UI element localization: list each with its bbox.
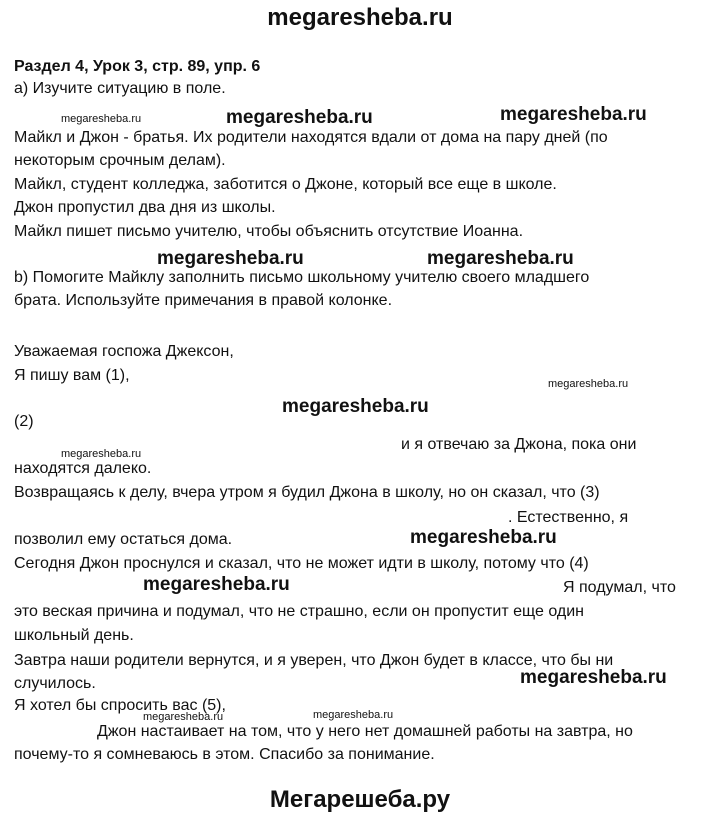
letter-line: (2) <box>14 413 34 430</box>
watermark: megaresheba.ru <box>282 396 429 417</box>
situation-line: Майкл, студент колледжа, заботится о Джоне, который все еще в школе. <box>14 176 557 193</box>
watermark: megaresheba.ru <box>520 667 667 688</box>
situation-line: Майкл и Джон - братья. Их родители находятся вдали от дома на пару дней (по <box>14 129 608 146</box>
watermark: megaresheba.ru <box>410 527 557 548</box>
letter-line: и я отвечаю за Джона, пока они <box>401 436 637 453</box>
letter-line: школьный день. <box>14 627 134 644</box>
letter-line: Я подумал, что <box>563 579 676 596</box>
task-b-line: b) Помогите Майклу заполнить письмо школьному учителю своего младшего <box>14 269 590 286</box>
letter-line: Завтра наши родители вернутся, и я уверен, что Джон будет в классе, что бы ни <box>14 652 614 669</box>
letter-line: Сегодня Джон проснулся и сказал, что не может идти в школу, потому что (4) <box>14 555 589 572</box>
letter-greeting: Уважаемая госпожа Джексон, <box>14 343 234 360</box>
letter-line: это веская причина и подумал, что не страшно, если он пропустит еще один <box>14 603 584 620</box>
watermark-small: megaresheba.ru <box>313 709 394 721</box>
exercise-heading: Раздел 4, Урок 3, стр. 89, упр. 6 <box>14 58 261 75</box>
letter-line: находятся далеко. <box>14 460 152 477</box>
watermark-small: megaresheba.ru <box>61 448 142 460</box>
letter-line: Возвращаясь к делу, вчера утром я будил Джона в школу, но он сказал, что (3) <box>14 484 600 501</box>
watermark: megaresheba.ru <box>157 248 304 269</box>
letter-line: . Естественно, я <box>508 509 629 526</box>
letter-line: Я хотел бы спросить вас (5), <box>14 697 226 714</box>
letter-line: Я пишу вам (1), <box>14 367 130 384</box>
task-a-text: a) Изучите ситуацию в поле. <box>14 80 226 97</box>
watermark-small: megaresheba.ru <box>143 711 224 723</box>
watermark-small: megaresheba.ru <box>61 113 142 125</box>
situation-line: Джон пропустил два дня из школы. <box>14 199 276 216</box>
letter-line: случилось. <box>14 675 96 692</box>
letter-line: позволил ему остаться дома. <box>14 531 233 548</box>
situation-line: Майкл пишет письмо учителю, чтобы объяснить отсутствие Иоанна. <box>14 223 524 240</box>
task-b-line: брата. Используйте примечания в правой колонке. <box>14 292 393 309</box>
watermark: megaresheba.ru <box>143 574 290 595</box>
letter-line: Джон настаивает на том, что у него нет домашней работы на завтра, но <box>97 723 633 740</box>
watermark: megaresheba.ru <box>427 248 574 269</box>
letter-line: почему-то я сомневаюсь в этом. Спасибо за понимание. <box>14 746 435 763</box>
site-footer-logo: Мегарешеба.ру <box>269 786 451 813</box>
watermark: megaresheba.ru <box>500 104 647 125</box>
site-header-logo: megaresheba.ru <box>267 4 453 31</box>
situation-line: некоторым срочным делам). <box>14 152 226 169</box>
watermark: megaresheba.ru <box>226 107 373 128</box>
watermark-small: megaresheba.ru <box>548 378 629 390</box>
